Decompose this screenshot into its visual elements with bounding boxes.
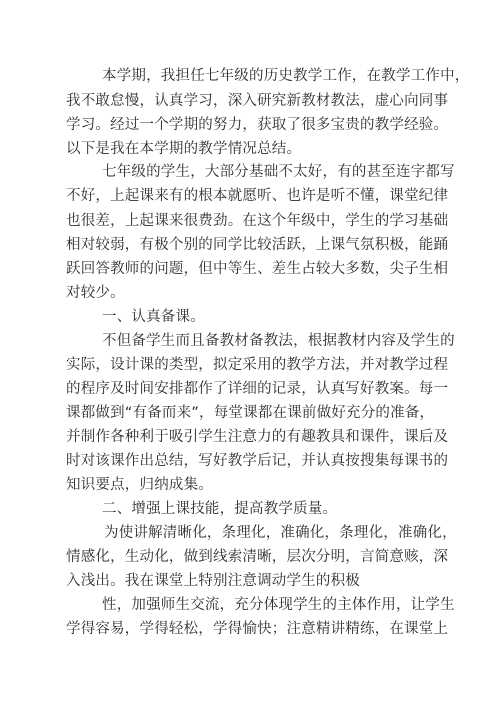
- paragraph-3-line-4: 课都做到“有备而来”，每堂课都在课前做好充分的准备，: [66, 405, 435, 421]
- paragraph-2-line-1: 七年级的学生，大部分基础不太好，有的甚至连字都写: [102, 164, 455, 180]
- section-heading-2: 二、增强上课技能，提高教学质量。: [102, 501, 338, 517]
- paragraph-4-line-4: 性，加强师生交流，充分体现学生的主体作用，让学生: [102, 597, 455, 613]
- paragraph-2-line-4: 相对较弱，有极个别的同学比较活跃，上课气氛积极，能踊: [66, 237, 449, 253]
- paragraph-3-line-3: 的程序及时间安排都作了详细的记录，认真写好教案。每一: [66, 381, 449, 397]
- paragraph-4-line-1: 为使讲解清晰化，条理化，准确化，条理化，准确化，: [104, 525, 457, 541]
- paragraph-3-line-7: 知识要点，归纳成集。: [66, 477, 213, 493]
- paragraph-3-line-6: 时对该课作出总结，写好教学后记，并认真按搜集每课书的: [66, 453, 449, 469]
- paragraph-3-line-5: 并制作各种利于吸引学生注意力的有趣教具和课件，课后及: [66, 429, 449, 445]
- paragraph-3-line-2: 实际，设计课的类型，拟定采用的教学方法，并对教学过程: [66, 357, 449, 373]
- paragraph-2-line-2: 不好，上起课来有的根本就愿听、也许是听不懂，课堂纪律: [66, 188, 449, 204]
- section-heading-1: 一、认真备课。: [102, 309, 205, 325]
- paragraph-1-line-3: 学习。经过一个学期的努力，获取了很多宝贵的教学经验。: [66, 117, 449, 133]
- paragraph-4-line-3: 入浅出。我在课堂上特别注意调动学生的积极: [66, 573, 360, 589]
- paragraph-2-line-5: 跃回答教师的问题，但中等生、差生占较大多数，尖子生相: [66, 261, 449, 277]
- paragraph-1-line-2: 我不敢怠慢，认真学习，深入研究新教材教法，虚心向同事: [66, 93, 449, 109]
- paragraph-1-line-4: 以下是我在本学期的教学情况总结。: [66, 141, 302, 157]
- paragraph-2-line-3: 也很差，上起课来很费劲。在这个年级中，学生的学习基础: [66, 213, 449, 229]
- paragraph-3-line-1: 不但备学生而且备教材备教法，根据教材内容及学生的: [102, 333, 455, 349]
- paragraph-2-line-6: 对较少。: [66, 285, 125, 301]
- paragraph-4-line-5: 学得容易，学得轻松，学得愉快；注意精讲精练，在课堂上: [66, 621, 449, 637]
- paragraph-4-line-2: 情感化，生动化，做到线索清晰，层次分明，言简意赅，深: [66, 549, 449, 565]
- paragraph-1-line-1: 本学期，我担任七年级的历史教学工作，在教学工作中，: [102, 68, 470, 84]
